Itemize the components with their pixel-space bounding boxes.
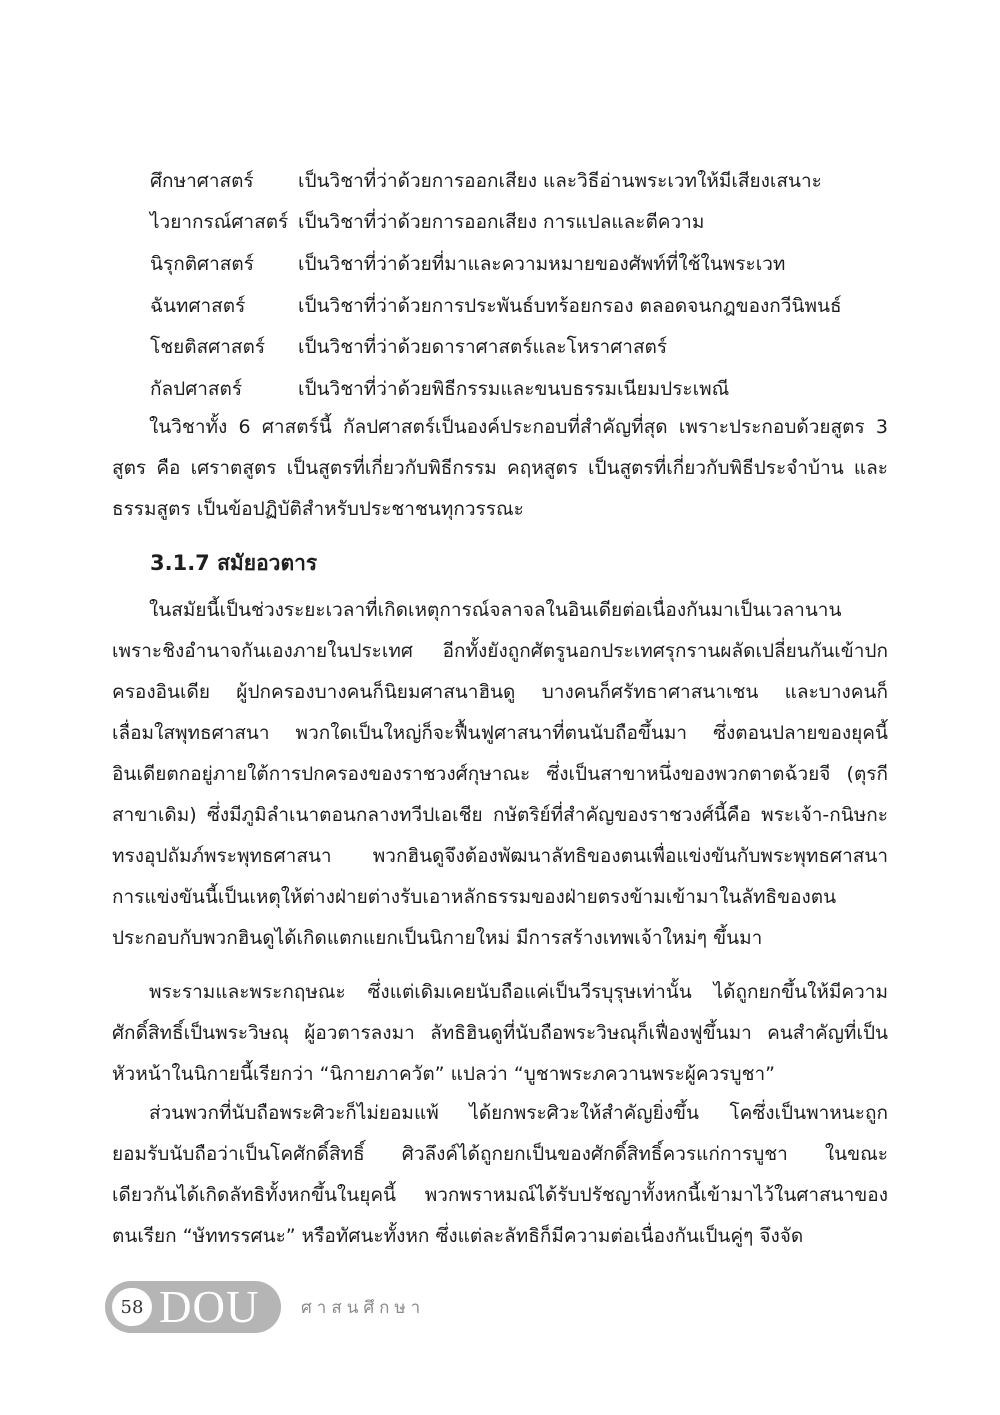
definition-desc: เป็นวิชาที่ว่าด้วยพิธีกรรมและขนบธรรมเนียมประเพณี bbox=[298, 377, 730, 400]
course-title: ศาสนศึกษา bbox=[301, 1298, 426, 1318]
definition-desc: เป็นวิชาที่ว่าด้วยการออกเสียง การแปลและตีความ bbox=[298, 211, 705, 234]
definition-row bbox=[150, 368, 890, 410]
page-number: 58 bbox=[112, 1288, 152, 1326]
definition-list bbox=[150, 160, 890, 410]
definition-row bbox=[150, 326, 890, 368]
body-paragraph: ในสมัยนี้เป็นช่วงระยะเวลาที่เกิดเหตุการณ์จลาจลในอินเดียต่อเนื่องกันมาเป็นเวลานาน เพราะชิงอำนาจกันเองภายในประเทศ อีกทั้งยังถูกศัตรูนอกประเทศรุกรานผลัดเปลี่ยนกันเข้าปกครองอินเดีย ผู้ปกครองบางคนก็นิยมศาสนาฮินดู บางคนก็ศรัทธาศาสนาเชน และบางคนก็เลื่อมใสพุทธศาสนา พวกใดเป็นใหญ่ก็จะฟื้นฟูศาสนาที่ตนนับถือขึ้นมา ซึ่งตอนปลายของยุคนี้อินเดียตกอยู่ภายใต้การปกครองของราชวงศ์กุษาณะ ซึ่งเป็นสาขาหนึ่งของพวกตาตฉ้วยจี (ตุรกีสาขาเดิม) ซึ่งมีภูมิลำเนาตอนกลางทวีปเอเชีย กษัตริย์ที่สำคัญของราชวงศ์นี้คือ พระเจ้า-กนิษกะทรงอุปถัมภ์พระพุทธศาสนา พวกฮินดูจึงต้องพัฒนาลัทธิของตนเพื่อแข่งขันกับพระพุทธศาสนา การแข่งขันนี้เป็นเหตุให้ต่างฝ่ายต่างรับเอาหลักธรรมของฝ่ายตรงข้ามเข้ามาในลัทธิของตน ประกอบกับพวกฮินดูได้เกิดแตกแยกเป็นนิกายใหม่ มีการสร้างเทพเจ้าใหม่ๆ ขึ้นมา bbox=[112, 599, 888, 949]
definition-term: ฉันทศาสตร์ bbox=[150, 294, 246, 317]
definition-desc: เป็นวิชาที่ว่าด้วยที่มาและความหมายของศัพท์ที่ใช้ในพระเวท bbox=[298, 252, 786, 275]
definition-row bbox=[150, 160, 890, 202]
definition-desc: เป็นวิชาที่ว่าด้วยดาราศาสตร์และโหราศาสตร์ bbox=[298, 336, 668, 359]
body-paragraph: ส่วนพวกที่นับถือพระศิวะก็ไม่ยอมแพ้ ได้ยกพระศิวะให้สำคัญยิ่งขึ้น โคซึ่งเป็นพาหนะถูกยอมรับนับถือว่าเป็นโคศักดิ์สิทธิ์ ศิวลึงค์ได้ถูกยกเป็นของศักดิ์สิทธิ์ควรแก่การบูชา ในขณะเดียวกันได้เกิดลัทธิทั้งหกขึ้นในยุคนี้ พวกพราหมณ์ได้รับปรัชญาทั้งหกนี้เข้ามาไว้ในศาสนาของตนเรียก “ษัททรรศนะ” หรือทัศนะทั้งหก ซึ่งแต่ละลัทธิก็มีความต่อเนื่องกันเป็นคู่ๆ จึงจัด bbox=[112, 1102, 888, 1247]
definition-term: โชยติสศาสตร์ bbox=[150, 336, 266, 359]
page-footer bbox=[105, 1281, 605, 1333]
body-paragraph: พระรามและพระกฤษณะ ซึ่งแต่เดิมเคยนับถือแค่เป็นวีรบุรุษเท่านั้น ได้ถูกยกขึ้นให้มีความศักดิ์สิทธิ์เป็นพระวิษณุ ผู้อวตารลงมา ลัทธิฮินดูที่นับถือพระวิษณุก็เฟื่องฟูขึ้นมา คนสำคัญที่เป็นหัวหน้าในนิกายนี้เรียกว่า “นิกายภาควัต” แปลว่า “บูชาพระภควานพระผู้ควรบูชา” bbox=[112, 981, 888, 1085]
dou-badge bbox=[105, 1281, 281, 1333]
definition-desc: เป็นวิชาที่ว่าด้วยการประพันธ์บทร้อยกรอง ตลอดจนกฎของกวีนิพนธ์ bbox=[298, 294, 842, 317]
definition-row bbox=[150, 243, 890, 285]
definition-row bbox=[150, 285, 890, 327]
definition-term: ศึกษาศาสตร์ bbox=[150, 169, 254, 192]
definition-desc: เป็นวิชาที่ว่าด้วยการออกเสียง และวิธีอ่านพระเวทให้มีเสียงเสนาะ bbox=[298, 169, 822, 192]
dou-logo: DOU bbox=[159, 1282, 260, 1332]
definition-term: กัลปศาสตร์ bbox=[150, 377, 243, 400]
summary-paragraph: ในวิชาทั้ง 6 ศาสตร์นี้ กัลปศาสตร์เป็นองค์ประกอบที่สำคัญที่สุด เพราะประกอบด้วยสูตร 3 สูตร คือ เศราตสูตร เป็นสูตรที่เกี่ยวกับพิธีกรรม คฤหสูตร เป็นสูตรที่เกี่ยวกับพิธีประจำบ้าน และธรรมสูตร เป็นข้อปฏิบัติสำหรับประชาชนทุกวรรณะ bbox=[112, 416, 888, 520]
section-heading: 3.1.7 สมัยอวตาร bbox=[150, 551, 318, 575]
definition-row bbox=[150, 202, 890, 244]
definition-term: นิรุกติศาสตร์ bbox=[150, 252, 254, 275]
definition-term: ไวยากรณ์ศาสตร์ bbox=[150, 211, 289, 234]
